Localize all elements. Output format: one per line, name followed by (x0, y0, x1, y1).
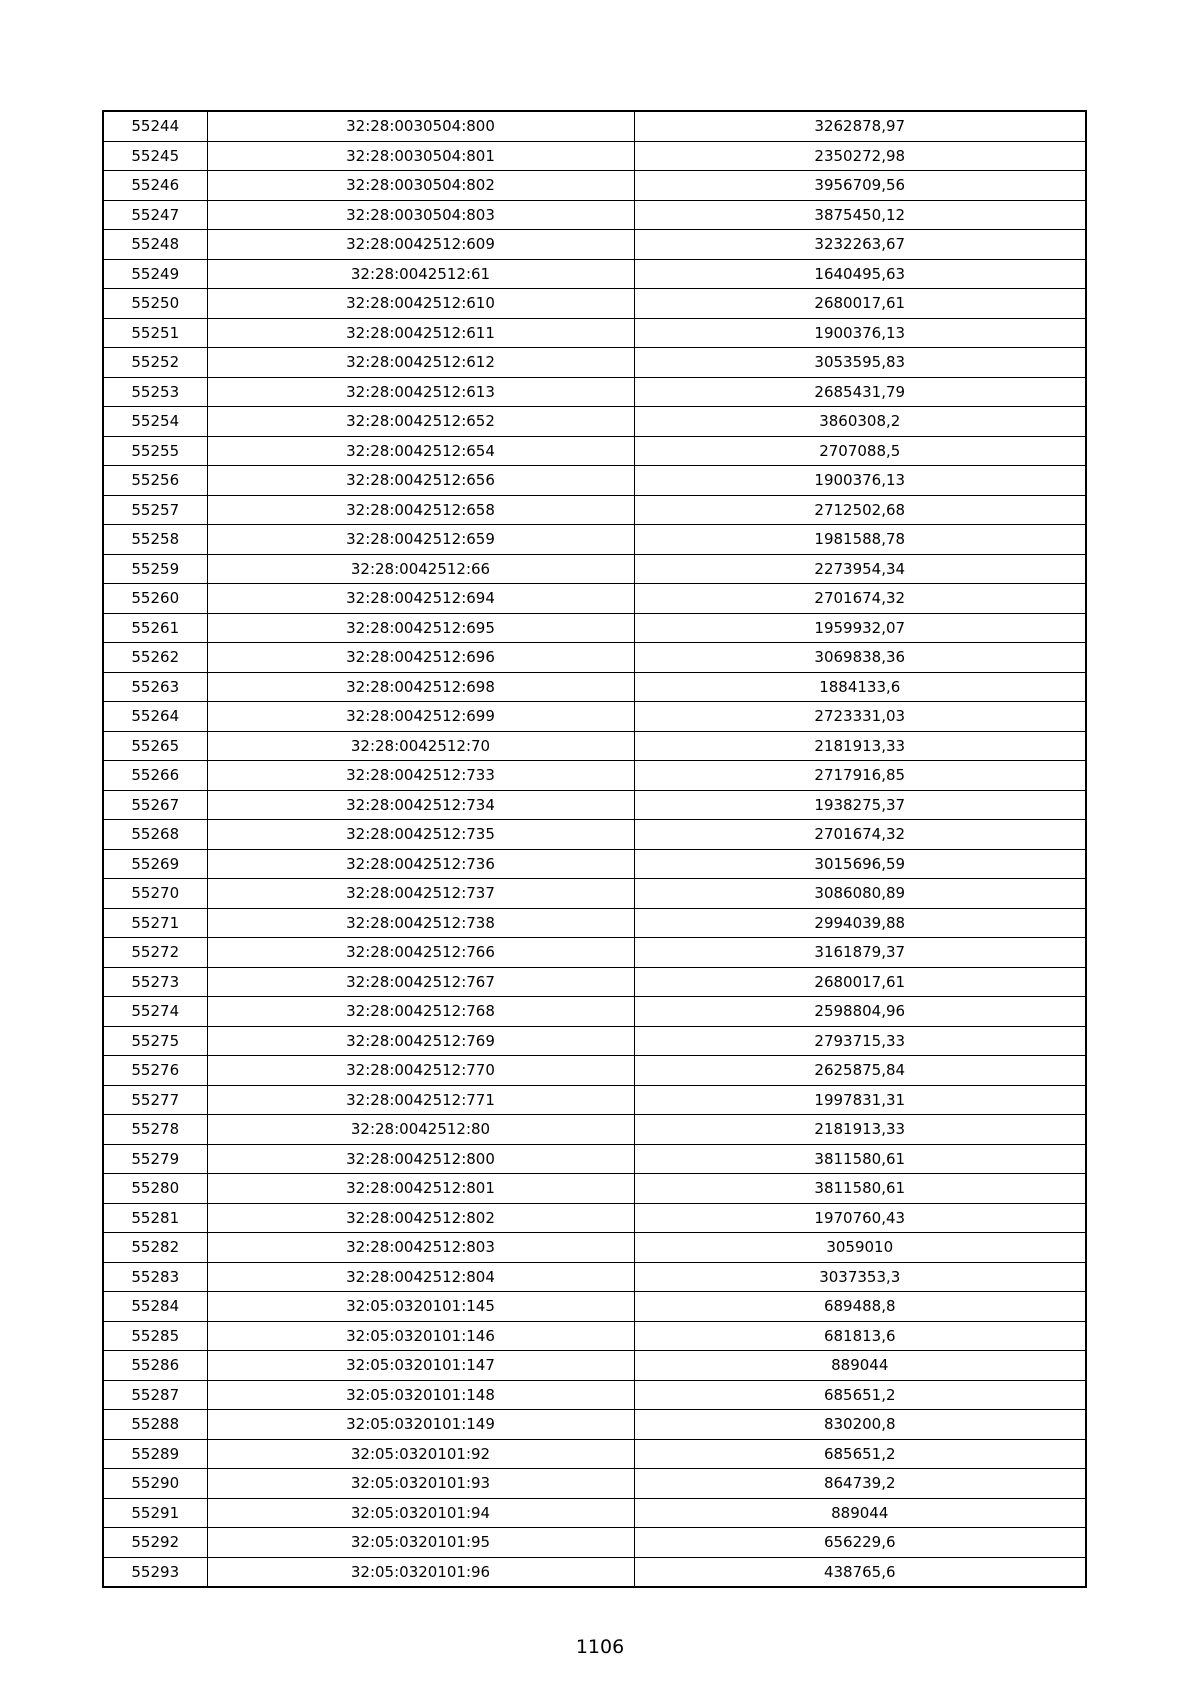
table-row (103, 348, 1086, 378)
row-number-cell: 55282 (103, 1233, 207, 1263)
value-cell: 2793715,33 (634, 1026, 1086, 1056)
row-number-cell: 55246 (103, 171, 207, 201)
table-row (103, 1292, 1086, 1322)
cadastral-number-cell: 32:28:0042512:804 (207, 1262, 634, 1292)
cadastral-number-cell: 32:05:0320101:94 (207, 1498, 634, 1528)
table-row (103, 1498, 1086, 1528)
table-row (103, 1380, 1086, 1410)
cadastral-number-cell: 32:28:0042512:736 (207, 849, 634, 879)
row-number-cell: 55271 (103, 908, 207, 938)
table-row (103, 908, 1086, 938)
row-number-cell: 55279 (103, 1144, 207, 1174)
row-number-cell: 55255 (103, 436, 207, 466)
row-number-cell: 55247 (103, 200, 207, 230)
table-row (103, 879, 1086, 909)
cadastral-number-cell: 32:28:0042512:766 (207, 938, 634, 968)
table-row (103, 849, 1086, 879)
cadastral-number-cell: 32:28:0042512:80 (207, 1115, 634, 1145)
value-cell: 2717916,85 (634, 761, 1086, 791)
cadastral-number-cell: 32:05:0320101:145 (207, 1292, 634, 1322)
row-number-cell: 55292 (103, 1528, 207, 1558)
value-cell: 3232263,67 (634, 230, 1086, 260)
page-number: 1106 (575, 1636, 625, 1658)
value-cell: 3037353,3 (634, 1262, 1086, 1292)
value-cell: 1900376,13 (634, 466, 1086, 496)
cadastral-number-cell: 32:28:0042512:735 (207, 820, 634, 850)
cadastral-number-cell: 32:28:0042512:654 (207, 436, 634, 466)
value-cell: 2273954,34 (634, 554, 1086, 584)
row-number-cell: 55259 (103, 554, 207, 584)
table-row (103, 1321, 1086, 1351)
table-row (103, 200, 1086, 230)
value-cell: 3956709,56 (634, 171, 1086, 201)
cadastral-number-cell: 32:28:0042512:803 (207, 1233, 634, 1263)
value-cell: 3860308,2 (634, 407, 1086, 437)
value-cell: 2680017,61 (634, 967, 1086, 997)
row-number-cell: 55263 (103, 672, 207, 702)
row-number-cell: 55289 (103, 1439, 207, 1469)
table-row (103, 1056, 1086, 1086)
value-cell: 3086080,89 (634, 879, 1086, 909)
table-row (103, 407, 1086, 437)
row-number-cell: 55245 (103, 141, 207, 171)
value-cell: 2701674,32 (634, 820, 1086, 850)
value-cell: 1981588,78 (634, 525, 1086, 555)
value-cell: 830200,8 (634, 1410, 1086, 1440)
cadastral-number-cell: 32:28:0042512:801 (207, 1174, 634, 1204)
value-cell: 1959932,07 (634, 613, 1086, 643)
cadastral-number-cell: 32:28:0042512:612 (207, 348, 634, 378)
value-cell: 864739,2 (634, 1469, 1086, 1499)
row-number-cell: 55251 (103, 318, 207, 348)
cadastral-number-cell: 32:28:0042512:66 (207, 554, 634, 584)
cadastral-number-cell: 32:28:0042512:609 (207, 230, 634, 260)
table-row (103, 554, 1086, 584)
row-number-cell: 55277 (103, 1085, 207, 1115)
table-row (103, 436, 1086, 466)
row-number-cell: 55267 (103, 790, 207, 820)
value-cell: 2723331,03 (634, 702, 1086, 732)
row-number-cell: 55280 (103, 1174, 207, 1204)
cadastral-number-cell: 32:28:0042512:611 (207, 318, 634, 348)
value-cell: 3059010 (634, 1233, 1086, 1263)
table-row (103, 1144, 1086, 1174)
row-number-cell: 55264 (103, 702, 207, 732)
table-row (103, 466, 1086, 496)
value-cell: 1900376,13 (634, 318, 1086, 348)
row-number-cell: 55253 (103, 377, 207, 407)
row-number-cell: 55257 (103, 495, 207, 525)
table-row (103, 1528, 1086, 1558)
cadastral-number-cell: 32:28:0042512:652 (207, 407, 634, 437)
table-row (103, 1351, 1086, 1381)
data-table (102, 110, 1087, 1588)
value-cell: 1970760,43 (634, 1203, 1086, 1233)
row-number-cell: 55291 (103, 1498, 207, 1528)
table-row (103, 702, 1086, 732)
cadastral-number-cell: 32:28:0042512:699 (207, 702, 634, 732)
cadastral-number-cell: 32:28:0042512:695 (207, 613, 634, 643)
table-row (103, 643, 1086, 673)
value-cell: 2685431,79 (634, 377, 1086, 407)
row-number-cell: 55265 (103, 731, 207, 761)
value-cell: 2994039,88 (634, 908, 1086, 938)
row-number-cell: 55268 (103, 820, 207, 850)
cadastral-number-cell: 32:05:0320101:92 (207, 1439, 634, 1469)
row-number-cell: 55286 (103, 1351, 207, 1381)
table-body (103, 111, 1086, 1587)
table-row (103, 141, 1086, 171)
cadastral-number-cell: 32:28:0042512:769 (207, 1026, 634, 1056)
row-number-cell: 55258 (103, 525, 207, 555)
table-row (103, 938, 1086, 968)
table-row (103, 1203, 1086, 1233)
row-number-cell: 55262 (103, 643, 207, 673)
value-cell: 2712502,68 (634, 495, 1086, 525)
row-number-cell: 55254 (103, 407, 207, 437)
value-cell: 3015696,59 (634, 849, 1086, 879)
table-row (103, 584, 1086, 614)
value-cell: 685651,2 (634, 1380, 1086, 1410)
cadastral-number-cell: 32:28:0030504:802 (207, 171, 634, 201)
table-row (103, 1439, 1086, 1469)
value-cell: 889044 (634, 1351, 1086, 1381)
value-cell: 2625875,84 (634, 1056, 1086, 1086)
cadastral-number-cell: 32:28:0042512:656 (207, 466, 634, 496)
cadastral-number-cell: 32:28:0030504:800 (207, 111, 634, 141)
cadastral-number-cell: 32:28:0042512:734 (207, 790, 634, 820)
cadastral-number-cell: 32:28:0042512:738 (207, 908, 634, 938)
table-row (103, 1557, 1086, 1587)
cadastral-number-cell: 32:28:0030504:803 (207, 200, 634, 230)
table-row (103, 230, 1086, 260)
value-cell: 889044 (634, 1498, 1086, 1528)
cadastral-number-cell: 32:28:0042512:694 (207, 584, 634, 614)
cadastral-number-cell: 32:28:0042512:61 (207, 259, 634, 289)
table-row (103, 820, 1086, 850)
value-cell: 3262878,97 (634, 111, 1086, 141)
value-cell: 1884133,6 (634, 672, 1086, 702)
row-number-cell: 55290 (103, 1469, 207, 1499)
value-cell: 3053595,83 (634, 348, 1086, 378)
table-row (103, 1026, 1086, 1056)
table-row (103, 1115, 1086, 1145)
cadastral-number-cell: 32:28:0042512:658 (207, 495, 634, 525)
table-row (103, 1469, 1086, 1499)
row-number-cell: 55293 (103, 1557, 207, 1587)
row-number-cell: 55260 (103, 584, 207, 614)
row-number-cell: 55288 (103, 1410, 207, 1440)
cadastral-number-cell: 32:28:0042512:610 (207, 289, 634, 319)
table-row (103, 111, 1086, 141)
row-number-cell: 55266 (103, 761, 207, 791)
value-cell: 2350272,98 (634, 141, 1086, 171)
table-row (103, 525, 1086, 555)
cadastral-number-cell: 32:28:0042512:800 (207, 1144, 634, 1174)
row-number-cell: 55256 (103, 466, 207, 496)
row-number-cell: 55274 (103, 997, 207, 1027)
value-cell: 681813,6 (634, 1321, 1086, 1351)
table-row (103, 1410, 1086, 1440)
cadastral-number-cell: 32:28:0042512:771 (207, 1085, 634, 1115)
table-row (103, 672, 1086, 702)
cadastral-number-cell: 32:28:0042512:737 (207, 879, 634, 909)
table-row (103, 613, 1086, 643)
table-row (103, 318, 1086, 348)
table-row (103, 171, 1086, 201)
value-cell: 3161879,37 (634, 938, 1086, 968)
row-number-cell: 55275 (103, 1026, 207, 1056)
table-row (103, 289, 1086, 319)
table-row (103, 761, 1086, 791)
value-cell: 2701674,32 (634, 584, 1086, 614)
cadastral-number-cell: 32:28:0042512:613 (207, 377, 634, 407)
row-number-cell: 55284 (103, 1292, 207, 1322)
value-cell: 656229,6 (634, 1528, 1086, 1558)
value-cell: 1997831,31 (634, 1085, 1086, 1115)
row-number-cell: 55272 (103, 938, 207, 968)
value-cell: 3875450,12 (634, 200, 1086, 230)
cadastral-number-cell: 32:05:0320101:146 (207, 1321, 634, 1351)
table-row (103, 259, 1086, 289)
cadastral-number-cell: 32:28:0042512:770 (207, 1056, 634, 1086)
value-cell: 2181913,33 (634, 731, 1086, 761)
table-row (103, 967, 1086, 997)
table-row (103, 731, 1086, 761)
cadastral-number-cell: 32:28:0042512:659 (207, 525, 634, 555)
cadastral-number-cell: 32:05:0320101:147 (207, 1351, 634, 1381)
cadastral-number-cell: 32:28:0042512:802 (207, 1203, 634, 1233)
value-cell: 3069838,36 (634, 643, 1086, 673)
cadastral-number-cell: 32:05:0320101:93 (207, 1469, 634, 1499)
value-cell: 2680017,61 (634, 289, 1086, 319)
table-row (103, 1233, 1086, 1263)
cadastral-number-cell: 32:28:0042512:70 (207, 731, 634, 761)
row-number-cell: 55276 (103, 1056, 207, 1086)
value-cell: 685651,2 (634, 1439, 1086, 1469)
value-cell: 3811580,61 (634, 1144, 1086, 1174)
row-number-cell: 55252 (103, 348, 207, 378)
table-row (103, 790, 1086, 820)
row-number-cell: 55281 (103, 1203, 207, 1233)
cadastral-number-cell: 32:05:0320101:96 (207, 1557, 634, 1587)
table-row (103, 1262, 1086, 1292)
value-cell: 438765,6 (634, 1557, 1086, 1587)
row-number-cell: 55269 (103, 849, 207, 879)
row-number-cell: 55278 (103, 1115, 207, 1145)
table-row (103, 1085, 1086, 1115)
cadastral-number-cell: 32:28:0042512:733 (207, 761, 634, 791)
table-row (103, 377, 1086, 407)
cadastral-number-cell: 32:28:0042512:696 (207, 643, 634, 673)
cadastral-number-cell: 32:28:0042512:767 (207, 967, 634, 997)
table-row (103, 1174, 1086, 1204)
row-number-cell: 55250 (103, 289, 207, 319)
value-cell: 2598804,96 (634, 997, 1086, 1027)
value-cell: 2181913,33 (634, 1115, 1086, 1145)
row-number-cell: 55285 (103, 1321, 207, 1351)
row-number-cell: 55287 (103, 1380, 207, 1410)
row-number-cell: 55270 (103, 879, 207, 909)
row-number-cell: 55261 (103, 613, 207, 643)
row-number-cell: 55244 (103, 111, 207, 141)
value-cell: 689488,8 (634, 1292, 1086, 1322)
cadastral-number-cell: 32:28:0042512:768 (207, 997, 634, 1027)
cadastral-number-cell: 32:28:0030504:801 (207, 141, 634, 171)
table-row (103, 495, 1086, 525)
table-row (103, 997, 1086, 1027)
row-number-cell: 55249 (103, 259, 207, 289)
value-cell: 2707088,5 (634, 436, 1086, 466)
value-cell: 1640495,63 (634, 259, 1086, 289)
cadastral-number-cell: 32:05:0320101:148 (207, 1380, 634, 1410)
value-cell: 3811580,61 (634, 1174, 1086, 1204)
row-number-cell: 55283 (103, 1262, 207, 1292)
row-number-cell: 55273 (103, 967, 207, 997)
row-number-cell: 55248 (103, 230, 207, 260)
cadastral-number-cell: 32:05:0320101:149 (207, 1410, 634, 1440)
value-cell: 1938275,37 (634, 790, 1086, 820)
cadastral-number-cell: 32:05:0320101:95 (207, 1528, 634, 1558)
cadastral-number-cell: 32:28:0042512:698 (207, 672, 634, 702)
